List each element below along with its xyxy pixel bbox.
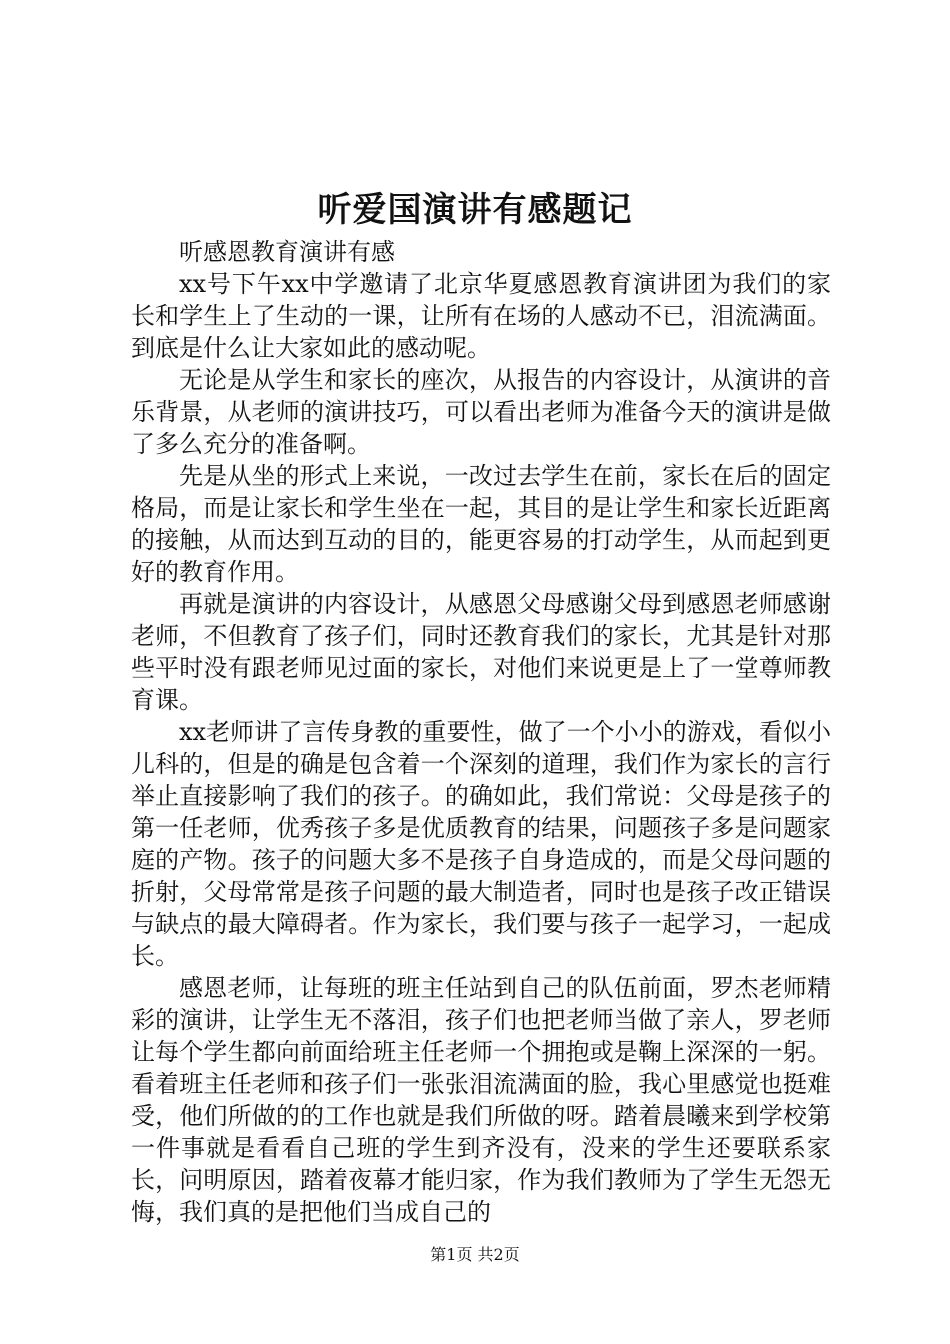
body-paragraph: xx号下午xx中学邀请了北京华夏感恩教育演讲团为我们的家长和学生上了生动的一课，让所有在场的人感动不已，泪流满面。到底是什么让大家如此的感动呢。: [131, 270, 831, 362]
document-title: 听爱国演讲有感题记: [317, 190, 633, 230]
body-paragraph: 再就是演讲的内容设计，从感恩父母感谢父母到感恩老师感谢老师，不但教育了孩子们，同时还教育我们的家长，尤其是针对那些平时没有跟老师见过面的家长，对他们来说更是上了一堂尊师教育课。: [131, 590, 831, 714]
body-paragraph: 无论是从学生和家长的座次，从报告的内容设计，从演讲的音乐背景，从老师的演讲技巧，可以看出老师为准备今天的演讲是做了多么充分的准备啊。: [131, 366, 831, 458]
body-paragraph: 先是从坐的形式上来说，一改过去学生在前，家长在后的固定格局，而是让家长和学生坐在一起，其目的是让学生和家长近距离的接触，从而达到互动的目的，能更容易的打动学生，从而起到更好的教育作用。: [131, 462, 831, 586]
body-paragraph: xx老师讲了言传身教的重要性，做了一个小小的游戏，看似小儿科的，但是的确是包含着一个深刻的道理，我们作为家长的言行举止直接影响了我们的孩子。的确如此，我们常说：父母是孩子的第一任老师，优秀孩子多是优质教育的结果，问题孩子多是问题家庭的产物。孩子的问题大多不是孩子自身造成的，而是父母问题的折射，父母常常是孩子问题的最大制造者，同时也是孩子改正错误与缺点的最大障碍者。作为家长，我们要与孩子一起学习，一起成长。: [131, 718, 831, 970]
body-paragraph: 听感恩教育演讲有感: [179, 238, 395, 266]
body-paragraph: 感恩老师，让每班的班主任站到自己的队伍前面，罗杰老师精彩的演讲，让学生无不落泪，孩子们也把老师当做了亲人，罗老师让每个学生都向前面给班主任老师一个拥抱或是鞠上深深的一躬。看着班主任老师和孩子们一张张泪流满面的脸，我心里感觉也挺难受，他们所做的的工作也就是我们所做的呀。踏着晨曦来到学校第一件事就是看看自己班的学生到齐没有，没来的学生还要联系家长，问明原因，踏着夜幕才能归家，作为我们教师为了学生无怨无悔，我们真的是把他们当成自己的: [131, 974, 831, 1226]
document-body: [131, 236, 831, 1228]
page-footer: 第1页 共2页: [430, 1245, 520, 1264]
